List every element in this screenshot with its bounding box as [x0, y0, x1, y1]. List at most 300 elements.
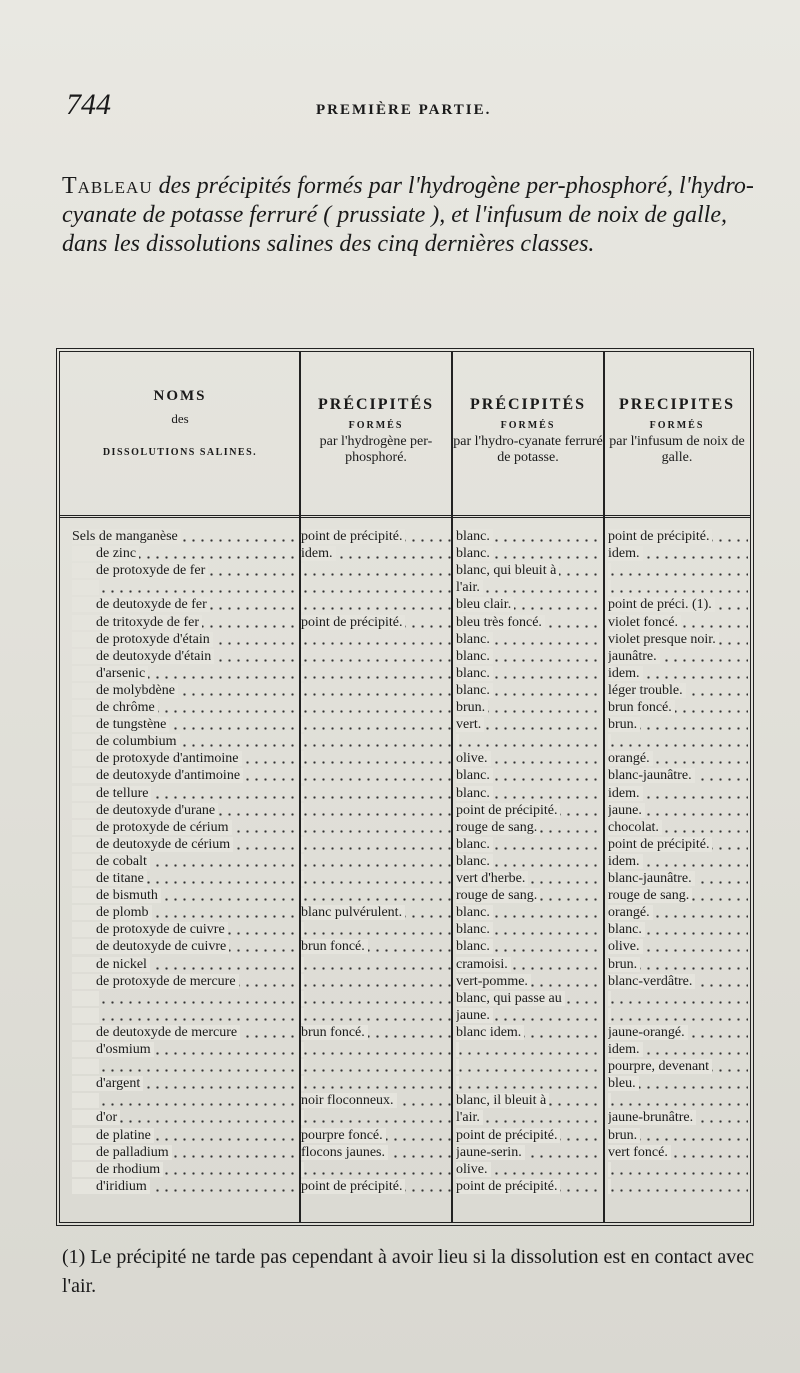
cell-text	[301, 580, 304, 595]
cell-text	[301, 1059, 304, 1074]
cell-col1	[72, 596, 298, 613]
header-cyanate-sub2: par l'hydro-cyanate ferruré de potasse.	[453, 434, 603, 465]
cell-text: rouge de sang.	[608, 888, 692, 903]
cell-col1	[72, 750, 298, 767]
cell-col3	[456, 716, 602, 733]
cell-col2	[301, 1144, 451, 1161]
cell-col2	[301, 785, 451, 802]
cell-text: point de précipité.	[456, 1179, 560, 1194]
cell-text: de deutoxyde d'antimoine	[72, 768, 243, 783]
cell-text: orangé.	[608, 751, 653, 766]
table-row	[60, 1024, 750, 1041]
cell-col4	[608, 562, 748, 579]
cell-text: brun.	[456, 700, 488, 715]
cell-text	[301, 1076, 304, 1091]
cell-col2	[301, 1024, 451, 1041]
table-row	[60, 836, 750, 853]
cell-col4	[608, 1144, 748, 1161]
cell-col3	[456, 750, 602, 767]
table-row	[60, 562, 750, 579]
cell-text: jaune-brunâtre.	[608, 1110, 696, 1125]
cell-col1	[72, 699, 298, 716]
cell-col3	[456, 699, 602, 716]
cell-text: l'air.	[456, 580, 483, 595]
cell-text: idem.	[301, 546, 336, 561]
cell-col2	[301, 1075, 451, 1092]
cell-text: chocolat.	[608, 820, 662, 835]
cell-col4	[608, 1024, 748, 1041]
cell-text	[72, 1093, 99, 1108]
cell-col2	[301, 990, 451, 1007]
cell-text: d'arsenic	[72, 666, 148, 681]
cell-text: Sels de manganèse	[72, 529, 181, 544]
cell-text: de platine	[72, 1128, 154, 1143]
cell-col3	[456, 733, 602, 750]
cell-col2	[301, 1041, 451, 1058]
cell-text: blanc.	[456, 786, 493, 801]
cell-col2	[301, 631, 451, 648]
table-row	[60, 973, 750, 990]
page-header	[62, 88, 762, 128]
cell-col4	[608, 1161, 748, 1178]
cell-col2	[301, 1178, 451, 1195]
cell-col1	[72, 802, 298, 819]
cell-col1	[72, 1041, 298, 1058]
header-cyanate-sub1: FORMÉS	[500, 420, 556, 431]
table-row	[60, 596, 750, 613]
cell-col4	[608, 1178, 748, 1195]
cell-col1	[72, 562, 298, 579]
cell-text	[456, 734, 459, 749]
header-names-sub2: DISSOLUTIONS SALINES.	[102, 447, 258, 458]
cell-col1	[72, 990, 298, 1007]
cell-col3	[456, 904, 602, 921]
cell-col2	[301, 665, 451, 682]
cell-col4	[608, 631, 748, 648]
cell-col2	[301, 1058, 451, 1075]
cell-col2	[301, 921, 451, 938]
cell-col3	[456, 853, 602, 870]
cell-col3	[456, 956, 602, 973]
header-galle-sub2: par l'infusum de noix de galle.	[609, 434, 745, 465]
cell-text: point de précipité.	[456, 1128, 560, 1143]
cell-col1	[72, 767, 298, 784]
cell-text	[301, 922, 304, 937]
title-text: des précipités formés par l'hydrogène per-phosphoré, l'hydro-cyanate de potasse ferruré ( prussiate ), et l'infusum de noix de galle, dans les dissolutions salines des cinq dernières classes.	[62, 173, 754, 257]
cell-text: blanc.	[456, 837, 493, 852]
cell-col2	[301, 836, 451, 853]
cell-col2	[301, 767, 451, 784]
cell-text: vert.	[456, 717, 484, 732]
table-row	[60, 819, 750, 836]
cell-col2	[301, 699, 451, 716]
cell-text: bleu très foncé.	[456, 615, 545, 630]
cell-text	[301, 974, 304, 989]
table-row	[60, 904, 750, 921]
cell-text	[301, 957, 304, 972]
cell-col1	[72, 631, 298, 648]
table-body	[60, 528, 750, 1222]
cell-col2	[301, 614, 451, 631]
cell-text: rouge de sang.	[456, 820, 540, 835]
cell-col1	[72, 665, 298, 682]
cell-text: de bismuth	[72, 888, 161, 903]
cell-text	[608, 1093, 611, 1108]
cell-col3	[456, 631, 602, 648]
cell-text: de deutoxyde de cérium	[72, 837, 233, 852]
header-phosphore-sub2: par l'hydrogène per-phosphoré.	[319, 434, 433, 465]
cell-text: point de précipité.	[301, 615, 405, 630]
cell-text	[301, 854, 304, 869]
cell-col4	[608, 596, 748, 613]
cell-text	[301, 666, 304, 681]
cell-text: de deutoxyde d'étain	[72, 649, 214, 664]
table-row	[60, 870, 750, 887]
cell-col4	[608, 665, 748, 682]
cell-text: brun.	[608, 1128, 640, 1143]
cell-text	[301, 1008, 304, 1023]
cell-text: blanc-verdâtre.	[608, 974, 695, 989]
cell-col1	[72, 648, 298, 665]
cell-col1	[72, 1075, 298, 1092]
table-row	[60, 1178, 750, 1195]
header-cyanate-main: PRÉCIPITÉS	[469, 396, 587, 413]
header-names	[60, 352, 300, 515]
cell-col3	[456, 1007, 602, 1024]
cell-col3	[456, 1041, 602, 1058]
cell-col4	[608, 802, 748, 819]
cell-col3	[456, 990, 602, 1007]
cell-text: blanc.	[456, 632, 493, 647]
table-row	[60, 1092, 750, 1109]
cell-col4	[608, 921, 748, 938]
cell-col2	[301, 870, 451, 887]
header-cyanate	[452, 352, 604, 515]
cell-text	[456, 1059, 459, 1074]
cell-text: blanc.	[456, 546, 493, 561]
cell-col4	[608, 904, 748, 921]
table-row	[60, 579, 750, 596]
cell-text: point de précipité.	[456, 803, 560, 818]
running-head: PREMIÈRE PARTIE.	[316, 102, 492, 118]
cell-col4	[608, 973, 748, 990]
cell-text: blanc.	[456, 649, 493, 664]
cell-text: blanc-jaunâtre.	[608, 871, 695, 886]
cell-col4	[608, 1075, 748, 1092]
cell-text: de plomb	[72, 905, 152, 920]
cell-col2	[301, 1007, 451, 1024]
cell-col2	[301, 853, 451, 870]
cell-col4	[608, 990, 748, 1007]
cell-text: de tellure	[72, 786, 151, 801]
cell-text	[301, 563, 304, 578]
cell-text: vert d'herbe.	[456, 871, 528, 886]
cell-col3	[456, 1178, 602, 1195]
cell-text: brun.	[608, 957, 640, 972]
cell-text: blanc.	[456, 683, 493, 698]
cell-text: pourpre, devenant	[608, 1059, 712, 1074]
table-row	[60, 1007, 750, 1024]
cell-col4	[608, 1092, 748, 1109]
cell-text: léger trouble.	[608, 683, 686, 698]
cell-text: de palladium	[72, 1145, 172, 1160]
cell-text	[301, 700, 304, 715]
cell-col1	[72, 545, 298, 562]
table-row	[60, 1109, 750, 1126]
cell-col3	[456, 1144, 602, 1161]
cell-text: de protoxyde de cérium	[72, 820, 232, 835]
cell-text: idem.	[608, 546, 643, 561]
header-phosphore-sub1: FORMÉS	[348, 420, 404, 431]
cell-col4	[608, 528, 748, 545]
cell-col1	[72, 1109, 298, 1126]
header-galle	[604, 352, 750, 515]
cell-col1	[72, 921, 298, 938]
cell-text: brun foncé.	[301, 939, 368, 954]
cell-text	[301, 751, 304, 766]
cell-col4	[608, 682, 748, 699]
header-galle-main: PRECIPITES	[618, 396, 736, 413]
cell-text: de rhodium	[72, 1162, 163, 1177]
cell-col1	[72, 973, 298, 990]
cell-col4	[608, 716, 748, 733]
cell-text: rouge de sang.	[456, 888, 540, 903]
cell-col1	[72, 528, 298, 545]
cell-col1	[72, 614, 298, 631]
header-phosphore	[300, 352, 452, 515]
cell-col1	[72, 853, 298, 870]
cell-text: point de précipité.	[608, 529, 712, 544]
cell-col2	[301, 579, 451, 596]
table-row	[60, 921, 750, 938]
cell-col2	[301, 1161, 451, 1178]
table-row	[60, 767, 750, 784]
cell-text: jaune.	[456, 1008, 493, 1023]
cell-text	[301, 717, 304, 732]
cell-text: brun.	[608, 717, 640, 732]
cell-col2	[301, 956, 451, 973]
table-row	[60, 750, 750, 767]
table-row	[60, 1058, 750, 1075]
cell-text: blanc idem.	[456, 1025, 524, 1040]
cell-col4	[608, 733, 748, 750]
cell-col1	[72, 1161, 298, 1178]
cell-text	[301, 786, 304, 801]
cell-col1	[72, 836, 298, 853]
cell-col3	[456, 528, 602, 545]
cell-col1	[72, 887, 298, 904]
cell-col2	[301, 716, 451, 733]
table-row	[60, 665, 750, 682]
table-row	[60, 528, 750, 545]
cell-col4	[608, 1127, 748, 1144]
cell-text: olive.	[456, 1162, 491, 1177]
cell-text: d'iridium	[72, 1179, 150, 1194]
cell-text	[301, 837, 304, 852]
cell-col1	[72, 956, 298, 973]
cell-col3	[456, 1127, 602, 1144]
header-galle-sub1: FORMÉS	[649, 420, 705, 431]
cell-text: olive.	[608, 939, 643, 954]
cell-text: cramoisi.	[456, 957, 511, 972]
cell-col3	[456, 973, 602, 990]
cell-text: point de préci. (1).	[608, 597, 715, 612]
cell-text: de zinc	[72, 546, 139, 561]
cell-text	[301, 683, 304, 698]
cell-col2	[301, 545, 451, 562]
cell-text	[301, 632, 304, 647]
cell-col2	[301, 904, 451, 921]
cell-text: de tritoxyde de fer	[72, 615, 202, 630]
table-row	[60, 802, 750, 819]
cell-text: de nickel	[72, 957, 150, 972]
cell-col3	[456, 1024, 602, 1041]
cell-col4	[608, 579, 748, 596]
cell-text: jaune.	[608, 803, 645, 818]
cell-text: blanc.	[456, 905, 493, 920]
table-title	[62, 172, 762, 259]
cell-text: jaunâtre.	[608, 649, 660, 664]
table-row	[60, 614, 750, 631]
cell-col3	[456, 938, 602, 955]
title-lead: Tableau	[62, 173, 153, 199]
cell-col3	[456, 819, 602, 836]
cell-col2	[301, 562, 451, 579]
cell-text: blanc-jaunâtre.	[608, 768, 695, 783]
cell-col4	[608, 819, 748, 836]
cell-text: vert foncé.	[608, 1145, 671, 1160]
cell-text	[608, 580, 611, 595]
table-row	[60, 1161, 750, 1178]
cell-text: de protoxyde de fer	[72, 563, 208, 578]
table-row	[60, 545, 750, 562]
cell-text	[301, 991, 304, 1006]
table-row	[60, 1041, 750, 1058]
table-row	[60, 785, 750, 802]
cell-col2	[301, 528, 451, 545]
cell-text: idem.	[608, 1042, 643, 1057]
table-row	[60, 716, 750, 733]
cell-text: de deutoxyde de fer	[72, 597, 210, 612]
cell-text: jaune-orangé.	[608, 1025, 688, 1040]
cell-text: idem.	[608, 666, 643, 681]
cell-col1	[72, 1007, 298, 1024]
cell-text: bleu.	[608, 1076, 639, 1091]
cell-col2	[301, 682, 451, 699]
cell-col4	[608, 1109, 748, 1126]
cell-text: brun foncé.	[608, 700, 675, 715]
cell-col1	[72, 938, 298, 955]
cell-col3	[456, 836, 602, 853]
cell-col4	[608, 870, 748, 887]
cell-col4	[608, 648, 748, 665]
cell-col3	[456, 767, 602, 784]
cell-text	[301, 1042, 304, 1057]
cell-text: olive.	[456, 751, 491, 766]
cell-col1	[72, 1092, 298, 1109]
cell-text	[608, 1162, 611, 1177]
cell-col4	[608, 836, 748, 853]
cell-col4	[608, 750, 748, 767]
cell-col2	[301, 750, 451, 767]
cell-text: blanc.	[456, 529, 493, 544]
cell-col1	[72, 1144, 298, 1161]
cell-text: blanc.	[456, 939, 493, 954]
cell-text: orangé.	[608, 905, 653, 920]
cell-col3	[456, 579, 602, 596]
cell-col2	[301, 1109, 451, 1126]
table-row	[60, 990, 750, 1007]
cell-col3	[456, 1092, 602, 1109]
cell-text	[72, 991, 99, 1006]
cell-text	[72, 1059, 99, 1074]
cell-col4	[608, 853, 748, 870]
cell-text: de tungstène	[72, 717, 169, 732]
table-row	[60, 887, 750, 904]
cell-col1	[72, 819, 298, 836]
cell-text	[456, 1076, 459, 1091]
table-row	[60, 648, 750, 665]
cell-text	[301, 820, 304, 835]
cell-col1	[72, 904, 298, 921]
cell-col4	[608, 1058, 748, 1075]
header-phosphore-main: PRÉCIPITÉS	[317, 396, 435, 413]
cell-text: vert-pomme.	[456, 974, 531, 989]
cell-col3	[456, 596, 602, 613]
cell-text: de cobalt	[72, 854, 150, 869]
cell-text: point de précipité.	[301, 529, 405, 544]
cell-col3	[456, 1161, 602, 1178]
cell-text	[608, 1179, 611, 1194]
cell-col1	[72, 1024, 298, 1041]
table-row	[60, 699, 750, 716]
cell-col4	[608, 1041, 748, 1058]
cell-text: blanc.	[456, 922, 493, 937]
cell-col2	[301, 733, 451, 750]
cell-text: blanc.	[456, 666, 493, 681]
table-row	[60, 938, 750, 955]
cell-col1	[72, 870, 298, 887]
header-names-main: NOMS	[153, 388, 207, 404]
precipitates-table	[56, 348, 754, 1226]
cell-text: de protoxyde d'antimoine	[72, 751, 242, 766]
cell-text	[608, 1008, 611, 1023]
cell-col4	[608, 545, 748, 562]
cell-col3	[456, 1058, 602, 1075]
cell-col1	[72, 716, 298, 733]
cell-col3	[456, 802, 602, 819]
cell-col3	[456, 870, 602, 887]
cell-text	[608, 991, 611, 1006]
table-row	[60, 956, 750, 973]
cell-col1	[72, 785, 298, 802]
cell-text: brun foncé.	[301, 1025, 368, 1040]
cell-col3	[456, 614, 602, 631]
cell-text	[301, 1162, 304, 1177]
cell-col4	[608, 1007, 748, 1024]
cell-text	[301, 871, 304, 886]
cell-col3	[456, 545, 602, 562]
cell-col1	[72, 1058, 298, 1075]
footnote: (1) Le précipité ne tarde pas cependant à avoir lieu si la dissolution est en contact avec l'air.	[62, 1246, 754, 1297]
table-row	[60, 853, 750, 870]
cell-text: de deutoxyde de cuivre	[72, 939, 229, 954]
cell-text: de deutoxyde de mercure	[72, 1025, 240, 1040]
cell-text: de columbium	[72, 734, 180, 749]
cell-text	[608, 734, 611, 749]
cell-text: jaune-serin.	[456, 1145, 525, 1160]
cell-col2	[301, 596, 451, 613]
